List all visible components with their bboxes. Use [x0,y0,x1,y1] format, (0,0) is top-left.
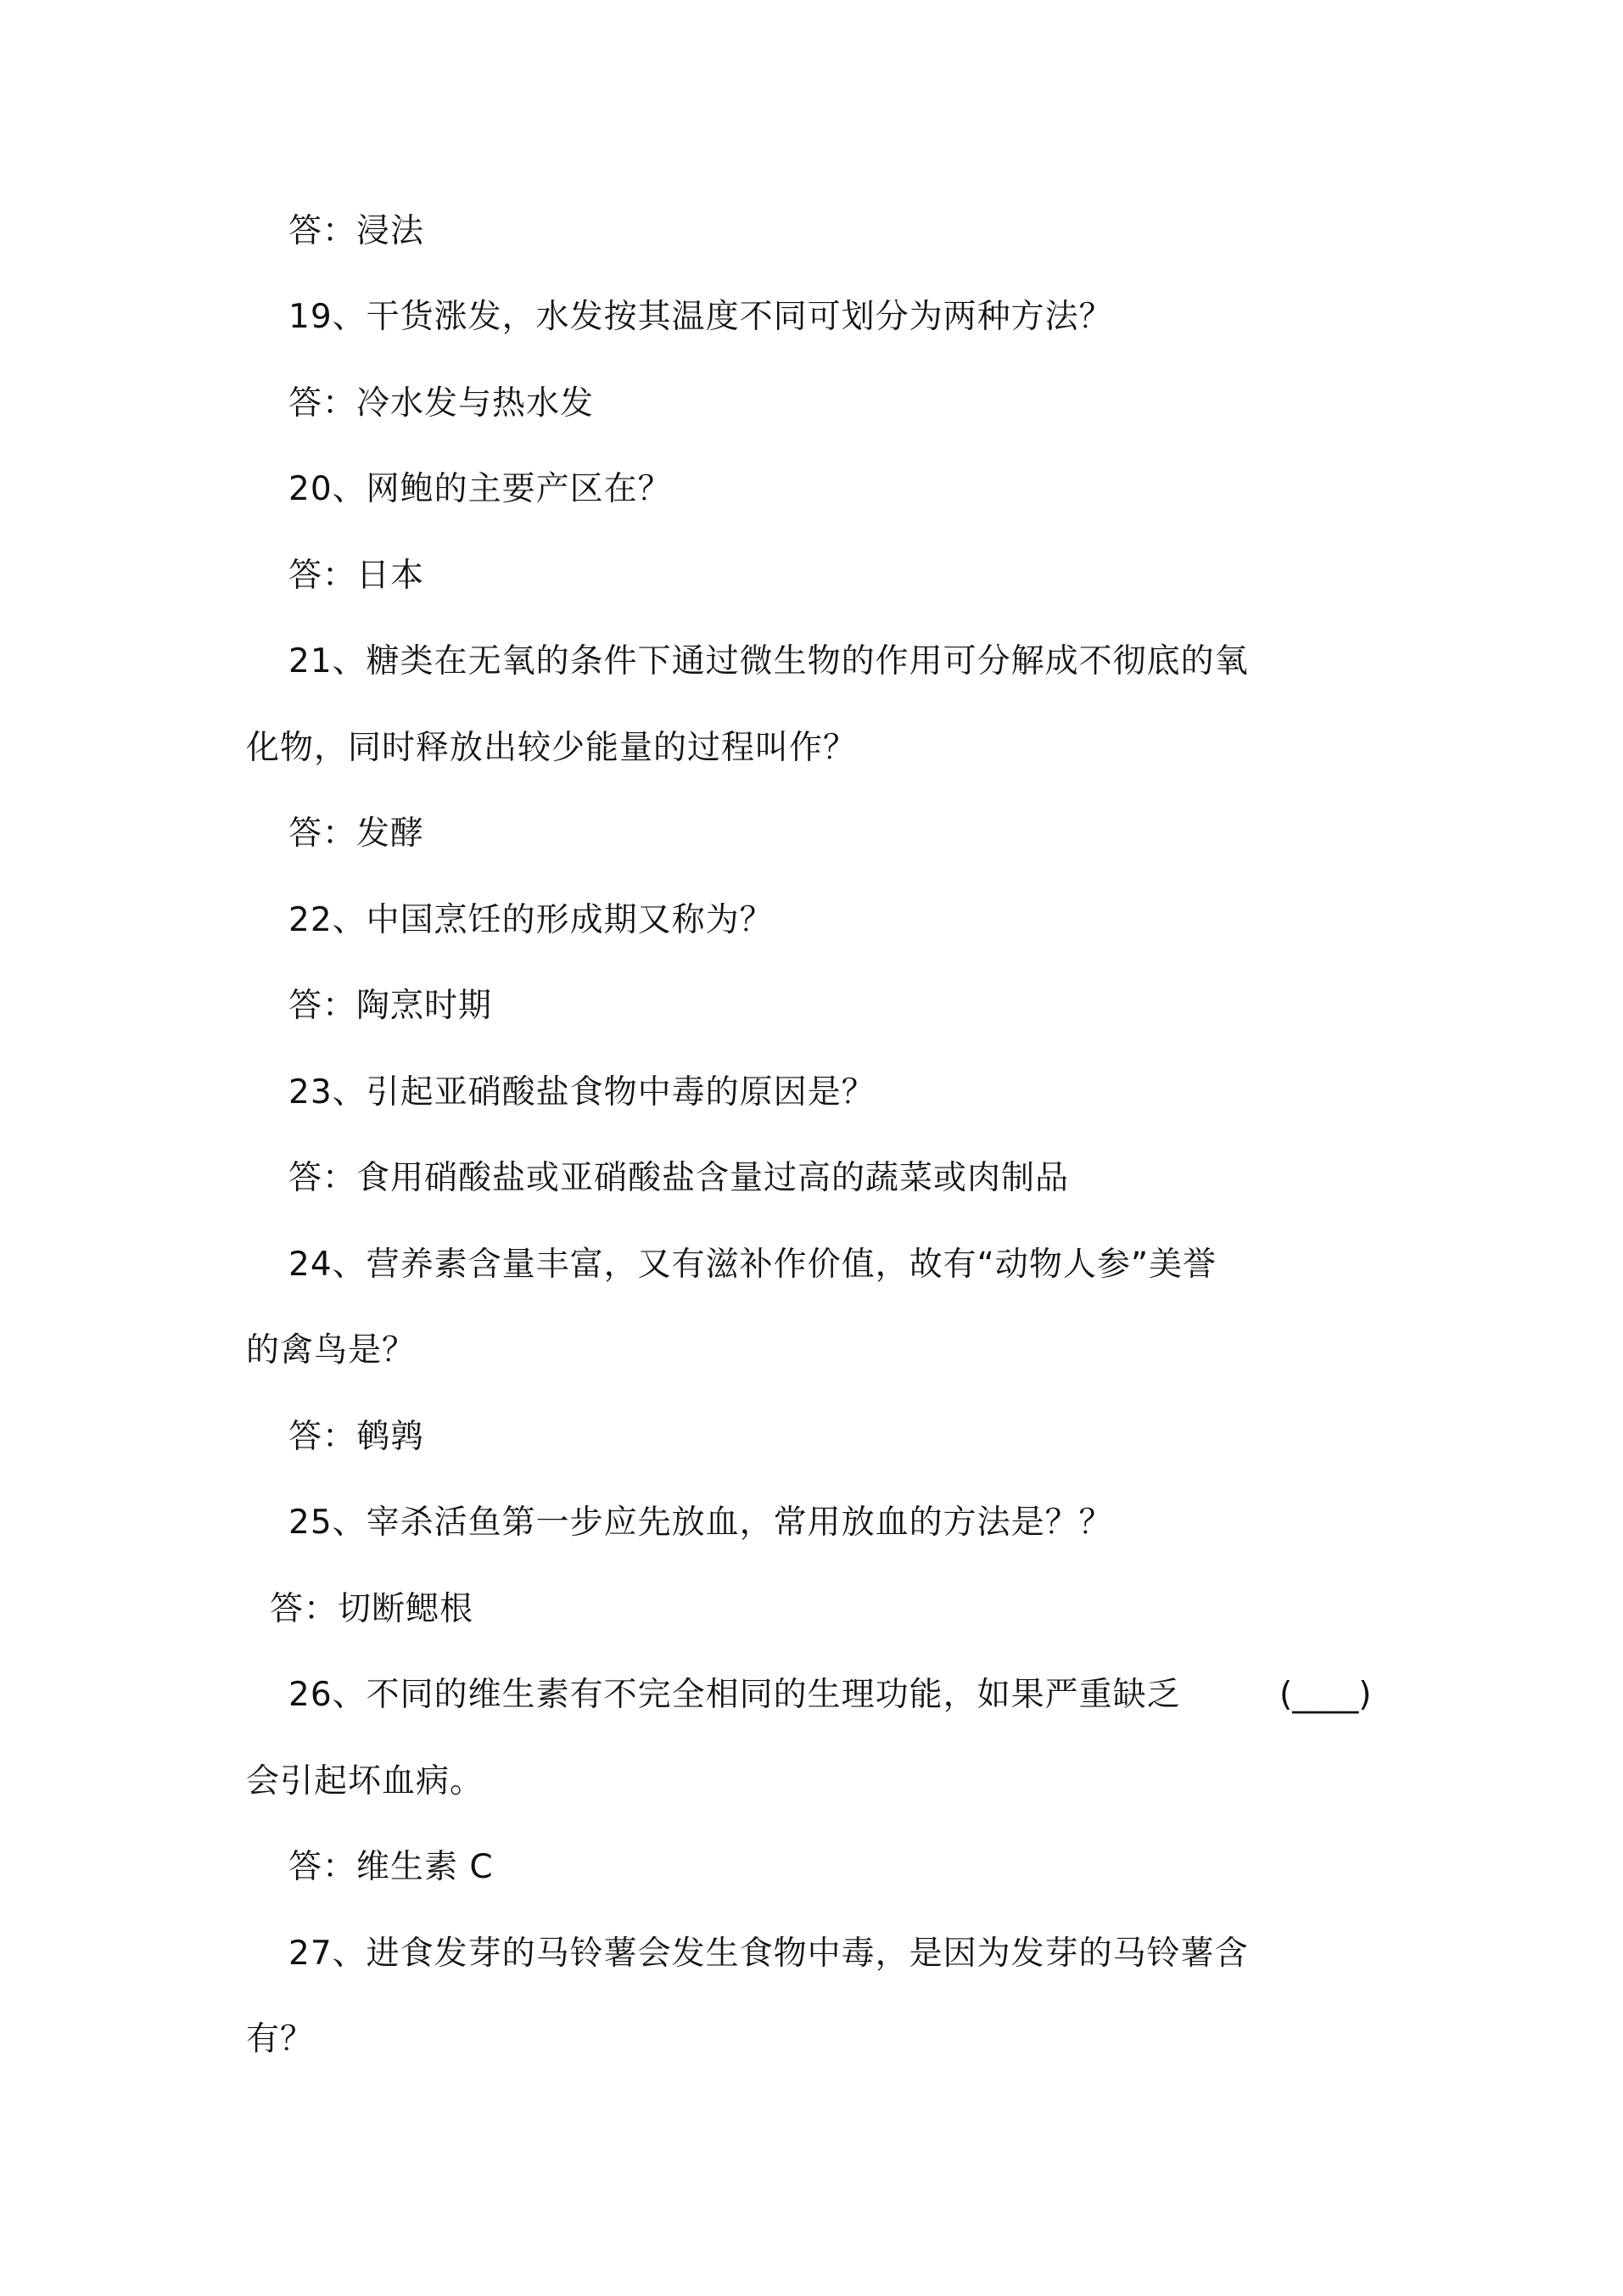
answer-line: 答：维生素 C [288,1848,494,1886]
fill-in-blank: (____) [1279,1676,1372,1714]
question-24-continued: 的禽鸟是？ [246,1331,417,1369]
question-24: 24、营养素含量丰富，又有滋补作价值，故有“动物人参”美誉 [288,1246,1217,1284]
question-23: 23、引起亚硝酸盐食物中毒的原因是？ [288,1073,876,1112]
question-25: 25、宰杀活鱼第一步应先放血，常用放血的方法是？？ [288,1504,1113,1542]
answer-line: 答：鹌鹑 [288,1418,425,1456]
question-19: 19、干货涨发，水发按其温度不同可划分为两种方法？ [288,298,1113,336]
question-26-continued: 会引起坏血病。 [246,1762,484,1800]
answer-line: 答：日本 [288,557,425,595]
question-21: 21、糖类在无氧的条件下通过微生物的作用可分解成不彻底的氧 [288,642,1249,680]
question-22: 22、中国烹饪的形成期又称为？ [288,901,774,939]
answer-line: 答：切断鳃根 [270,1590,474,1628]
answer-line: 答：浸法 [288,212,425,250]
question-21-continued: 化物，同时释放出较少能量的过程叫作？ [246,729,858,767]
answer-line: 答：冷水发与热水发 [288,384,595,423]
question-26: 26、不同的维生素有不完全相同的生理功能，如果严重缺乏 [288,1676,1181,1714]
answer-line: 答：发酵 [288,815,425,853]
answer-line: 答：陶烹时期 [288,987,493,1025]
question-27: 27、进食发芽的马铃薯会发生食物中毒，是因为发芽的马铃薯含 [288,1935,1249,1973]
question-20: 20、网鲍的主要产区在？ [288,470,672,508]
answer-line: 答：食用硝酸盐或亚硝酸盐含量过高的蔬菜或肉制品 [288,1159,1070,1197]
question-27-continued: 有？ [246,2020,315,2058]
